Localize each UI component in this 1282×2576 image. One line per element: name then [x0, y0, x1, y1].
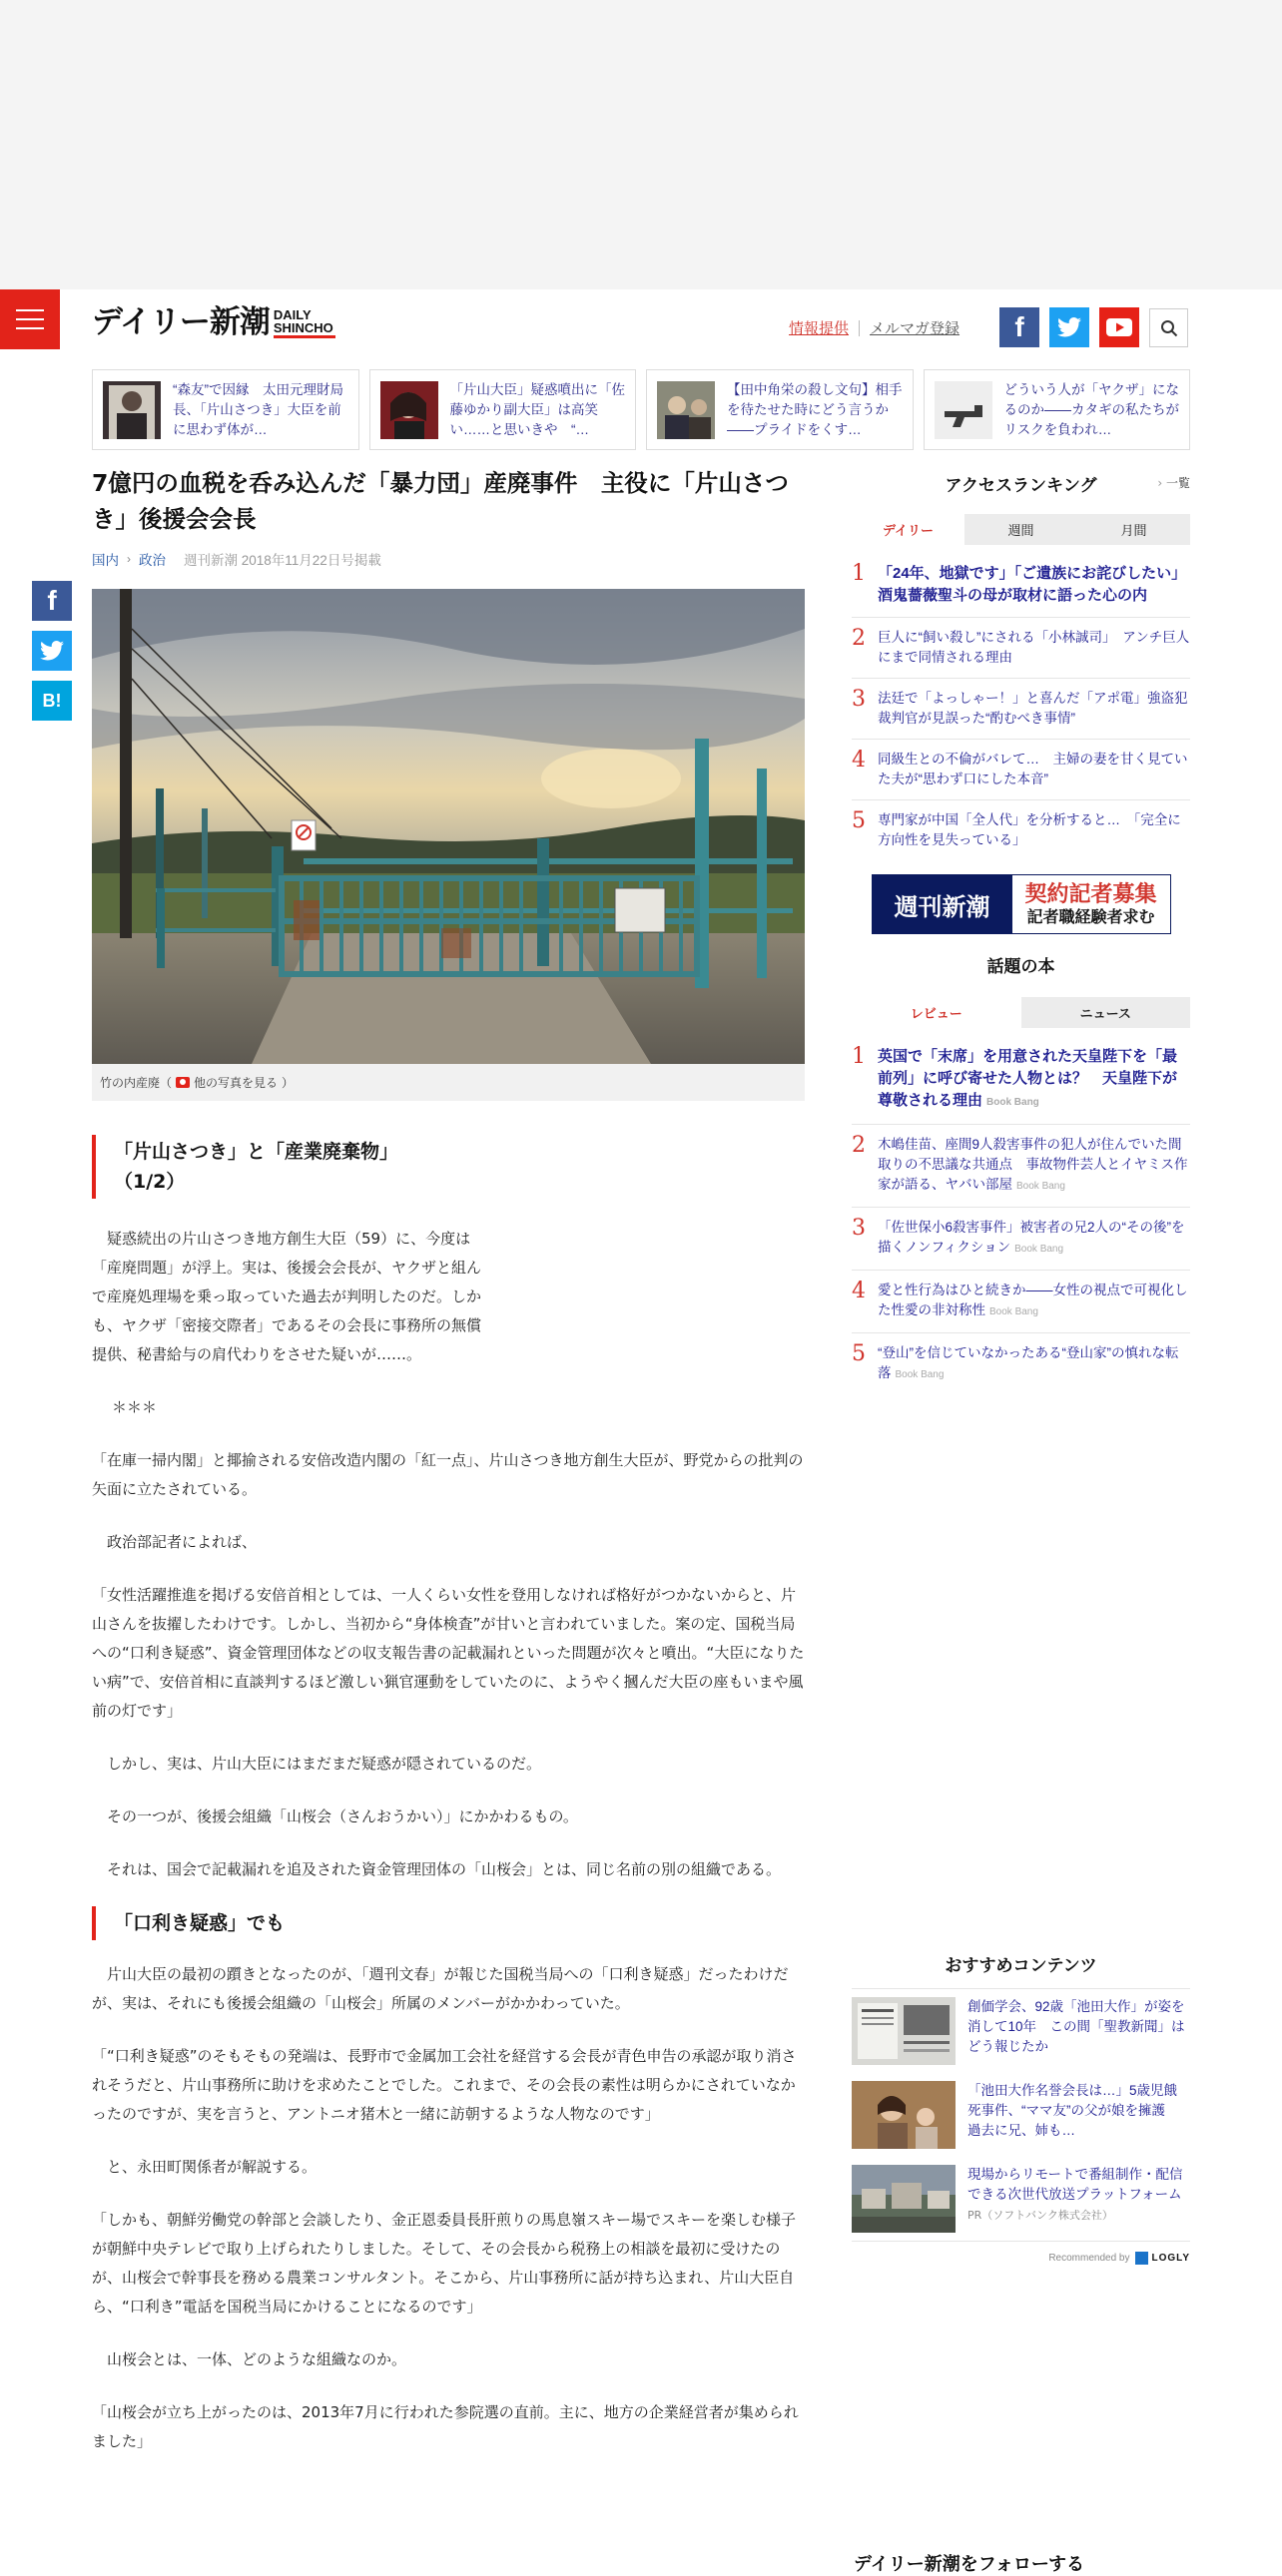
- body-paragraph: それは、国会で記載漏れを追及された資金管理団体の「山桜会」とは、同じ名前の別の組織である。: [107, 1860, 782, 1878]
- logo-text-en: DAILY SHINCHO: [274, 308, 335, 338]
- logo-text-jp: デイリー新潮: [92, 304, 270, 340]
- book-source: Book Bang: [895, 1369, 945, 1380]
- rank-title: 巨人に“飼い殺し”にされる「小林誠司」 アンチ巨人にまで同情される理由: [878, 630, 1190, 665]
- recommended-thumbnail: [852, 2081, 956, 2149]
- story-thumbnail: [103, 381, 161, 439]
- rank-title: 法廷で「よっしゃー！」と喜んだ「アポ電」強盗犯 裁判官が見誤った“酌むべき事情”: [878, 691, 1201, 726]
- recommended-title-text: 「池田大作名誉会長は…」5歳児餓死事件、“ママ友”の父が娘を擁護 過去に兄、姉も…: [967, 2083, 1179, 2138]
- site-logo[interactable]: [92, 304, 335, 340]
- book-title: [878, 1343, 1190, 1385]
- logly-icon: [1135, 2252, 1148, 2265]
- tab-review[interactable]: レビュー: [852, 997, 1021, 1028]
- books-tabs: [852, 997, 1190, 1028]
- menu-line-icon: [16, 327, 44, 329]
- rank-number: 2: [852, 1133, 866, 1158]
- publication-info: 週刊新潮 2018年11月22日号掲載: [184, 553, 381, 568]
- youtube-icon: [1106, 318, 1132, 336]
- book-title: [878, 1135, 1190, 1197]
- recommended-contents: [852, 1951, 1190, 2265]
- rank-number: 5: [852, 808, 866, 833]
- photo-caption: [92, 1064, 805, 1101]
- tab-news[interactable]: ニュース: [1021, 997, 1191, 1028]
- book-title: [878, 1281, 1190, 1322]
- tips-link[interactable]: 情報提供: [789, 320, 850, 337]
- hero-photo-illustration: [92, 589, 805, 1064]
- body-paragraph: 「“口利き疑惑”のそもそもの発端は、長野市で金属加工会社を経営する会長が青色申告の承認が取り消されそうだと、片山事務所に助けを求めたことでした。これまで、その会長の素性は明らかにされていなかったのですが、実を言うと、アントニオ猪木と一緒に訪朝するような人物なのです」: [92, 2047, 797, 2123]
- more-photos-link[interactable]: 他の写真を見る: [194, 1076, 279, 1090]
- article: [92, 465, 805, 2456]
- ranking-item[interactable]: [852, 740, 1190, 800]
- body-paragraph: しかし、実は、片山大臣にはまだまだ疑惑が隠されているのだ。: [107, 1755, 542, 1773]
- chevron-right-icon: ›: [1157, 476, 1166, 490]
- body-paragraph: 「山桜会が立ち上がったのは、2013年7月に行われた参院選の直前。主に、地方の企業経営者が集められました」: [92, 2403, 799, 2450]
- menu-line-icon: [16, 309, 44, 311]
- follow-section-title: デイリー新潮をフォローする: [854, 2554, 1084, 2575]
- rank-number: 1: [852, 561, 866, 586]
- book-title-text: “登山”を信じていなかったある“登山家”の慎れな転落: [878, 1345, 1179, 1380]
- book-title-text: 「佐世保小6殺害事件」被害者の兄2人の“その後”を描くノンフィクション: [878, 1220, 1185, 1255]
- top-ad-area: [0, 0, 1282, 289]
- top-story-card[interactable]: [92, 369, 359, 450]
- books-list: [852, 1036, 1190, 1395]
- body-paragraph: 山桜会とは、一体、どのような組織なのか。: [107, 2350, 407, 2368]
- menu-line-icon: [16, 318, 44, 320]
- top-stories: [92, 369, 1190, 450]
- body-paragraph: 片山大臣の最初の躓きとなったのが、「週刊文春」が報じた国税当局への「口利き疑惑」だったわけだが、実は、それにも後援会組織の「山桜会」所属のメンバーがかかわっていた。: [92, 1965, 789, 2012]
- facebook-icon: f: [47, 585, 57, 616]
- recruit-banner[interactable]: [872, 874, 1171, 934]
- camera-icon: [176, 1077, 190, 1088]
- book-title-text: 木嶋佳苗、座間9人殺害事件の犯人が住んでいた間取りの不思議な共通点 事故物件芸人とイヤミス作家が語る、ヤバい部屋: [878, 1137, 1188, 1192]
- rank-number: 2: [852, 626, 866, 651]
- ranking-item[interactable]: [852, 618, 1190, 679]
- book-source: Book Bang: [1016, 1181, 1065, 1192]
- recommended-by-label: Recommended by: [1048, 2253, 1130, 2264]
- share-facebook-button[interactable]: [32, 581, 72, 621]
- facebook-follow-button[interactable]: [999, 307, 1039, 347]
- ranking-more-label: 一覧: [1165, 476, 1190, 490]
- ranking-list: [852, 553, 1201, 860]
- book-item[interactable]: [852, 1036, 1190, 1125]
- search-icon: [1160, 319, 1178, 337]
- ranking-item[interactable]: [852, 553, 1194, 618]
- header-links: [789, 317, 960, 338]
- book-source: Book Bang: [1014, 1244, 1064, 1255]
- recommended-thumbnail: [852, 2165, 956, 2233]
- body-paragraph: 政治部記者によれば、: [107, 1533, 258, 1551]
- top-story-card[interactable]: [646, 369, 914, 450]
- banner-brand: 週刊新潮: [873, 875, 1012, 933]
- youtube-follow-button[interactable]: [1099, 307, 1139, 347]
- facebook-icon: f: [1014, 311, 1024, 342]
- article-title: 7億円の血税を呑み込んだ「暴力団」産廃事件 主役に「片山さつき」後援会会長: [92, 469, 789, 533]
- rank-number: 4: [852, 748, 866, 773]
- ranking-title: [852, 471, 1190, 496]
- section-heading: 「口利き疑惑」でも: [92, 1906, 805, 1940]
- section-heading: 「片山さつき」と「産業廃棄物」（1/2）: [92, 1135, 431, 1199]
- hatena-bookmark-icon: B!: [42, 690, 62, 711]
- top-story-card[interactable]: [924, 369, 1191, 450]
- body-paragraph: 「しかも、朝鮮労働党の幹部と会談したり、金正恩委員長肝煎りの馬息嶺スキー場でスキーを楽しむ様子が朝鮮中央テレビで取り上げられたりしました。そして、その会長から税務上の相談を最初に受けたのが、山桜会で幹事長を務める農業コンサルタント。そこから、片山事務所に話が持ち込まれ、片山大臣自ら、“口利き”電話を国税当局にかけることになるのです」: [92, 2211, 797, 2316]
- ranking-more-link[interactable]: [1157, 474, 1190, 491]
- book-title: [878, 1046, 1190, 1114]
- newsletter-link[interactable]: メルマガ登録: [870, 320, 961, 337]
- tab-daily[interactable]: デイリー: [852, 514, 964, 545]
- book-title: [878, 1218, 1190, 1260]
- ranking-title-text: アクセスランキング: [945, 476, 1097, 496]
- pr-label: PR（ソフトバンク株式会社）: [967, 2209, 1113, 2222]
- recommended-item[interactable]: [852, 1988, 1190, 2073]
- book-title-text: 英国で「末席」を用意された天皇陛下を「最前列」に呼び寄せた人物とは？ 天皇陛下が尊敬される理由: [878, 1048, 1178, 1109]
- ranking-item[interactable]: [852, 800, 1190, 860]
- caption-text: 竹の内産廃（: [100, 1076, 173, 1090]
- twitter-icon: [40, 641, 64, 661]
- rank-number: 3: [852, 687, 866, 712]
- rank-title: 「24年、地獄です」「ご遺族にお詫びしたい」 酒鬼薔薇聖斗の母が取材に語った心の内: [878, 565, 1194, 604]
- share-rail: [32, 581, 72, 721]
- recommended-title: おすすめコンテンツ: [945, 1956, 1097, 1976]
- story-title: どういう人が「ヤクザ」になるのか――カタギの私たちがリスクを負われ…: [1003, 381, 1179, 437]
- caption-close: ）: [282, 1076, 295, 1090]
- logly-logo: [1135, 2252, 1190, 2265]
- banner-headline: 契約記者募集: [1024, 881, 1157, 907]
- share-hatena-button[interactable]: [32, 681, 72, 721]
- book-source: Book Bang: [986, 1097, 1039, 1108]
- story-thumbnail: [657, 381, 715, 439]
- banner-copy: [1012, 875, 1170, 933]
- article-meta: [92, 549, 805, 569]
- recommended-item[interactable]: [852, 2157, 1190, 2242]
- search-button[interactable]: [1149, 308, 1188, 347]
- category-link-domestic[interactable]: 国内: [92, 553, 119, 568]
- category-link-politics[interactable]: 政治: [139, 553, 166, 568]
- sidebar: [852, 471, 1201, 1395]
- rank-number: 1: [852, 1044, 866, 1069]
- book-source: Book Bang: [989, 1306, 1038, 1317]
- story-title: 「片山大臣」疑惑噴出に「佐藤ゆかり副大臣」は高笑い……と思いきや “…: [449, 381, 625, 437]
- body-paragraph: 「女性活躍推進を掲げる安倍首相としては、一人くらい女性を登用しなければ格好がつかないからと、片山さんを抜擢したわけです。しかし、当初から“身体検査”が甘いと言われていました。案の定、国税当局への“口利き疑惑”、資金管理団体などの収支報告書の記載漏れといった問題が次々と噴出。“大臣になりたい病”で、安倍首相に直談判するほど激しい猟官運動をしていたのに、ようやく摑んだ大臣の座もいまや風前の灯です」: [92, 1586, 805, 1720]
- rank-number: 5: [852, 1341, 866, 1366]
- recommended-thumbnail: [852, 1997, 956, 2065]
- link-divider: [859, 320, 860, 336]
- recommended-item[interactable]: [852, 2073, 1190, 2157]
- books-title: 話題の本: [986, 957, 1055, 977]
- hero-photo[interactable]: [92, 589, 805, 1064]
- rank-title: 専門家が中国「全人代」を分析すると… 「完全に方向性を見失っている」: [878, 812, 1181, 847]
- twitter-follow-button[interactable]: [1049, 307, 1089, 347]
- top-story-card[interactable]: [369, 369, 637, 450]
- rank-number: 3: [852, 1216, 866, 1241]
- logly-credit[interactable]: [852, 2252, 1190, 2265]
- story-title: 【田中角栄の殺し文句】相手を待たせた時にどう言うか――プライドをくす…: [727, 381, 903, 437]
- ranking-item[interactable]: [852, 679, 1201, 740]
- logly-wordmark: LOGLY: [1151, 2253, 1190, 2264]
- tab-weekly[interactable]: 週間: [964, 514, 1077, 545]
- lead-paragraph: 疑惑続出の片山さつき地方創生大臣（59）に、今度は「産廃問題」が浮上。実は、後援会会長が、ヤクザと組んで産廃処理場を乗っ取っていた過去が判明したのだ。しかも、ヤクザ「密接交際者」であるその会長に事務所の無償提供、秘書給与の肩代わりをさせた疑いが……。: [92, 1230, 482, 1363]
- rank-title: 同級生との不倫がバレて… 主婦の妻を甘く見ていた夫が“思わず口にした本音”: [878, 752, 1188, 786]
- book-title-text: 愛と性行為はひと続きか――女性の視点で可視化した性愛の非対称性: [878, 1283, 1188, 1317]
- twitter-icon: [1057, 317, 1081, 337]
- banner-subline: 記者職経験者求む: [1026, 907, 1155, 926]
- story-thumbnail: [380, 381, 438, 439]
- body-paragraph: 「在庫一掃内閣」と揶揄される安倍改造内閣の「紅一点」、片山さつき地方創生大臣が、野党からの批判の矢面に立たされている。: [92, 1451, 804, 1498]
- book-item[interactable]: [852, 1333, 1190, 1395]
- body-paragraph: と、永田町関係者が解説する。: [107, 2158, 318, 2176]
- tab-monthly[interactable]: 月間: [1077, 514, 1190, 545]
- story-title: “森友”で因縁 太田元理財局長、「片山さつき」大臣を前に思わず体が…: [173, 381, 343, 437]
- share-twitter-button[interactable]: [32, 631, 72, 671]
- book-item[interactable]: [852, 1271, 1190, 1333]
- recommended-title-text: 創価学会、92歳「池田大作」が姿を消して10年 この間「聖教新聞」はどう報じたか: [967, 1999, 1185, 2054]
- recommended-title-text: 現場からリモートで番組制作・配信できる次世代放送プラットフォーム: [967, 2167, 1183, 2202]
- book-item[interactable]: [852, 1125, 1190, 1208]
- book-item[interactable]: [852, 1208, 1190, 1271]
- story-thumbnail: [935, 381, 992, 439]
- body-paragraph: その一つが、後援会組織「山桜会（さんおうかい）」にかかわるもの。: [107, 1807, 578, 1825]
- hamburger-menu-button[interactable]: [0, 289, 60, 349]
- ranking-tabs: [852, 514, 1190, 545]
- section-divider-stars: ＊＊＊: [112, 1398, 158, 1416]
- rank-number: 4: [852, 1279, 866, 1303]
- chevron-right-icon: ›: [127, 552, 131, 566]
